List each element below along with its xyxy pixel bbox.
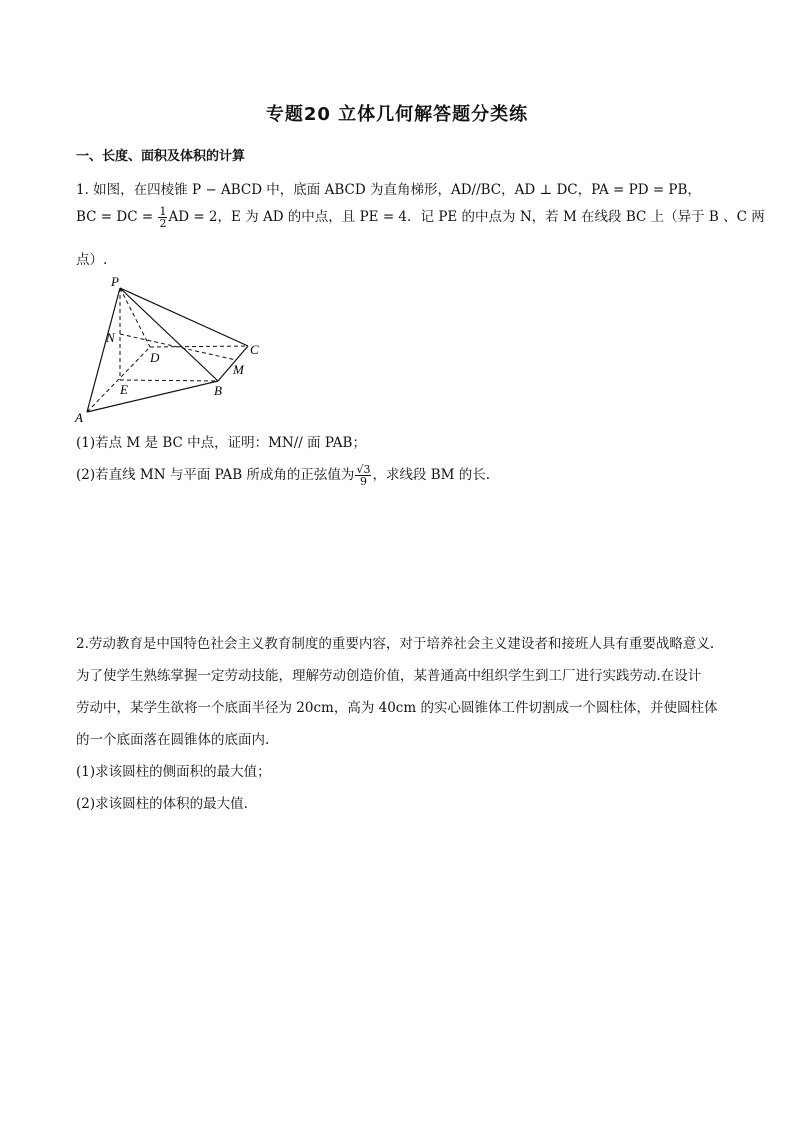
label-A: A (75, 410, 83, 422)
edge-PB (120, 288, 218, 381)
q1-fraction-numerator: 1 (159, 205, 167, 218)
q2-line4: 的一个底面落在圆锥体的底面内. (76, 732, 270, 748)
label-P: P (111, 274, 119, 289)
q1-part2-prefix: (2)若直线 MN 与平面 PAB 所成角的正弦值为 (76, 467, 355, 483)
label-M: M (233, 362, 244, 377)
q1-fraction-denominator: 2 (159, 217, 167, 230)
edge-PD (120, 288, 150, 347)
q2-part1: (1)求该圆柱的侧面积的最大值； (76, 764, 271, 780)
q2-line2: 为了使学生熟练掌握一定劳动技能，理解劳动创造价值，某普通高中组织学生到工厂进行实践劳动.在设计 (76, 668, 702, 684)
pyramid-figure (70, 272, 270, 422)
page-title: 专题20 立体几何解答题分类练 (265, 104, 529, 125)
edge-PA (87, 288, 120, 412)
q1-line2-suffix: AD = 2，E 为 AD 的中点，且 PE = 4．记 PE 的中点为 N，若 M 在线段 BC 上（异于 B 、C 两 (168, 209, 765, 225)
q2-line3: 劳动中，某学生欲将一个底面半径为 20cm，高为 40cm 的实心圆锥体工件切割成一个圆柱体，并使圆柱体 (76, 700, 718, 716)
segment-NM (120, 334, 236, 360)
q2-part2: (2)求该圆柱的体积的最大值. (76, 796, 248, 812)
q1-fraction (158, 206, 167, 229)
edge-AD (87, 347, 150, 412)
label-D: D (150, 350, 160, 365)
label-E: E (120, 382, 128, 397)
label-N: N (106, 330, 115, 345)
q1-part2-fraction-numerator: √3 (356, 463, 371, 476)
q2-line1: 2.劳动教育是中国特色社会主义教育制度的重要内容，对于培养社会主义建设者和接班人具有重要战略意义. (76, 636, 715, 652)
segment-EB (120, 380, 218, 381)
edge-PC (120, 288, 248, 346)
q1-part2-fraction (355, 464, 371, 487)
q1-part2 (76, 463, 490, 487)
q1-part1: (1)若点 M 是 BC 中点，证明：MN// 面 PAB； (76, 435, 366, 451)
q1-part2-suffix: ，求线段 BM 的长. (372, 467, 491, 483)
q1-part2-fraction-denominator: 9 (359, 475, 367, 488)
q1-line2-prefix: BC = DC = (76, 209, 158, 225)
q1-line3: 点）. (76, 252, 108, 268)
edge-DC (150, 346, 248, 347)
q1-line2 (76, 205, 765, 229)
label-C: C (250, 342, 259, 357)
q1-line1: 1. 如图，在四棱锥 P − ABCD 中，底面 ABCD 为直角梯形，AD//BC，AD ⊥ DC，PA = PD = PB， (76, 182, 701, 198)
edge-AB (87, 381, 218, 412)
label-B: B (214, 383, 222, 398)
section-heading: 一、长度、面积及体积的计算 (76, 149, 246, 164)
